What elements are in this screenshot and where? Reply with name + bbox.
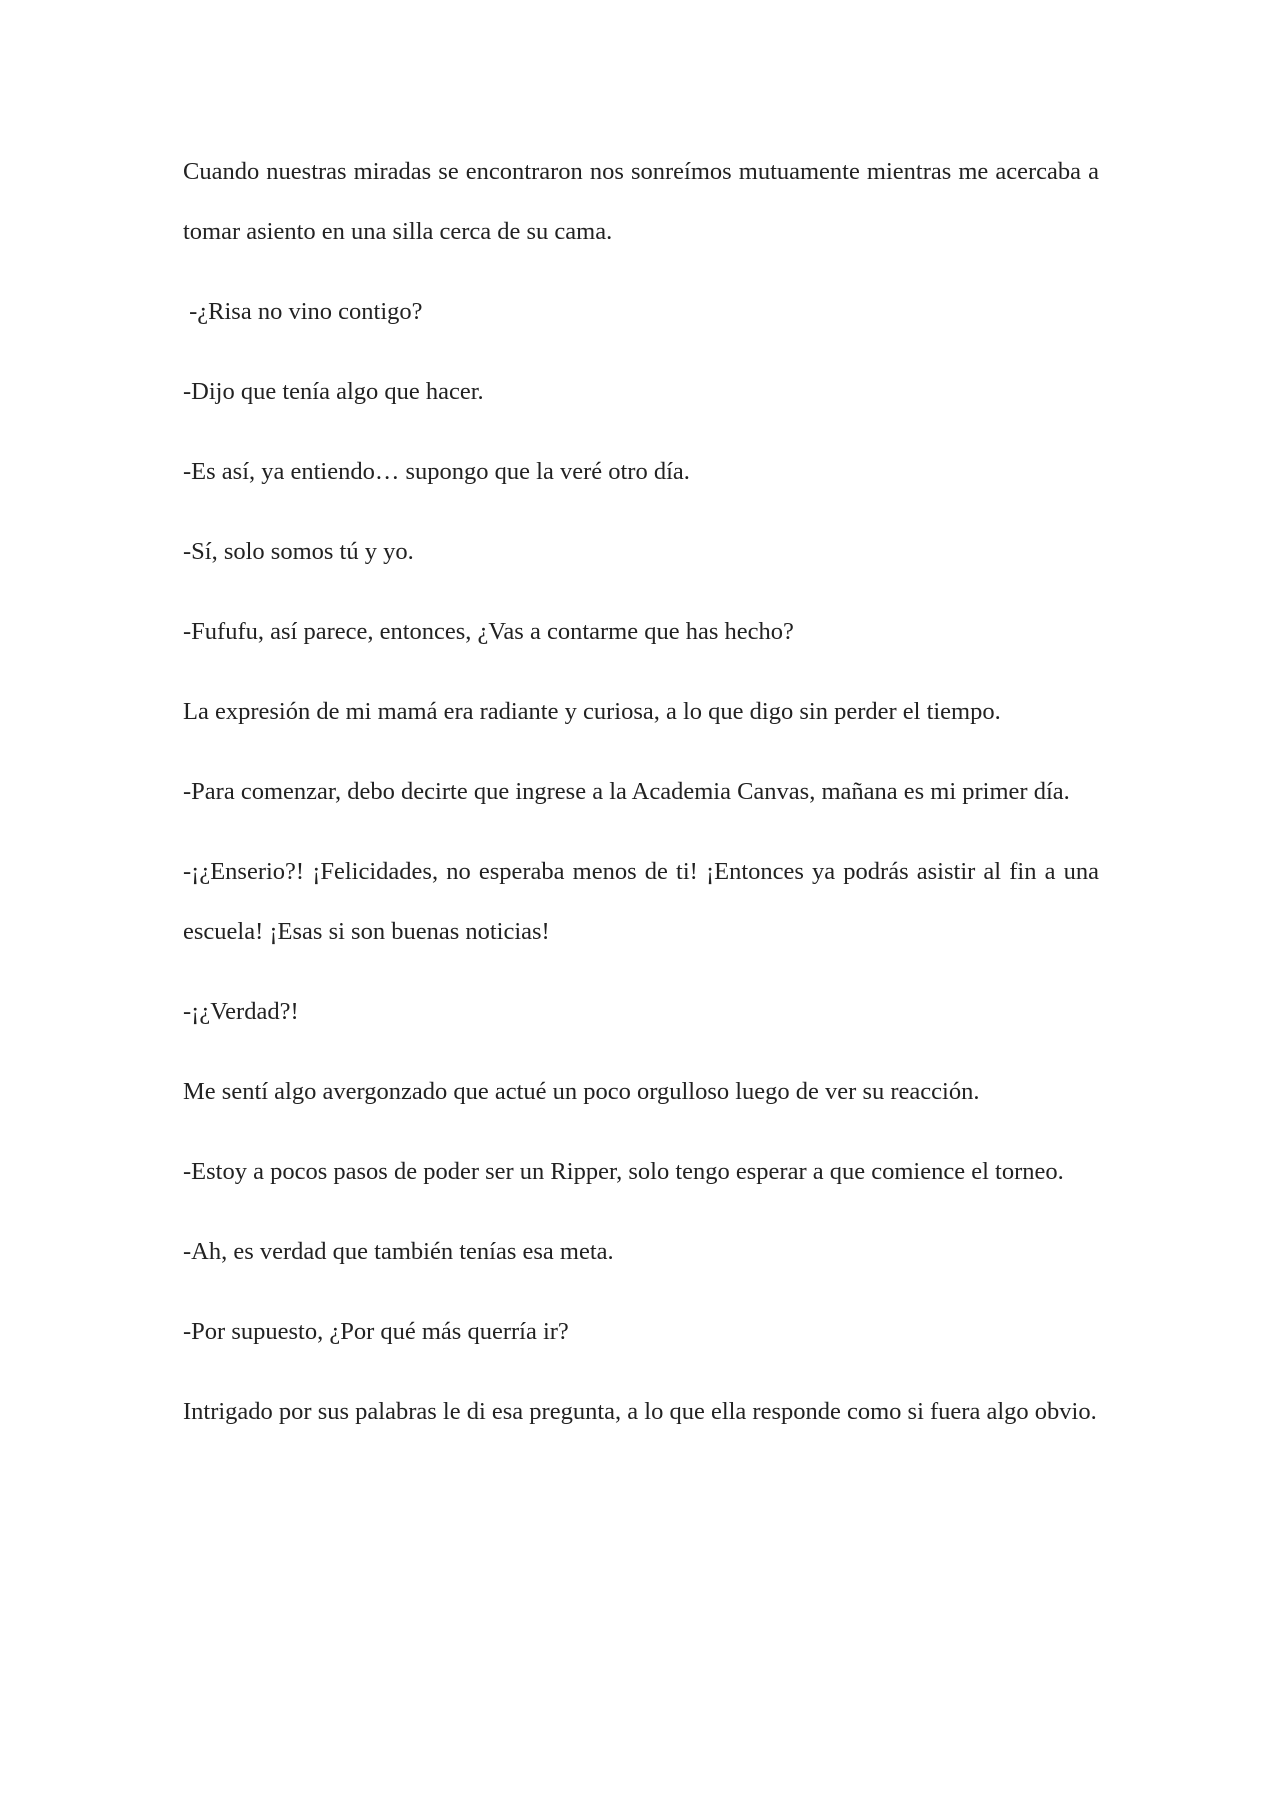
paragraph-2: -¿Risa no vino contigo? bbox=[183, 298, 423, 325]
paragraph-5: -Sí, solo somos tú y yo. bbox=[183, 538, 414, 565]
paragraph-1: Cuando nuestras miradas se encontraron nos sonreímos mutuamente mientras me acercaba a tomar asiento en una silla cerca de su cama. bbox=[183, 158, 1106, 245]
paragraph-15: Intrigado por sus palabras le di esa pregunta, a lo que ella responde como si fuera algo obvio. bbox=[183, 1398, 1097, 1425]
paragraph-4: -Es así, ya entiendo… supongo que la veré otro día. bbox=[183, 458, 690, 485]
document-body bbox=[183, 142, 1106, 1462]
paragraph-8: -Para comenzar, debo decirte que ingrese a la Academia Canvas, mañana es mi primer día. bbox=[183, 778, 1070, 805]
paragraph-7: La expresión de mi mamá era radiante y curiosa, a lo que digo sin perder el tiempo. bbox=[183, 698, 1001, 725]
paragraph-9: -¡¿Enserio?! ¡Felicidades, no esperaba menos de ti! ¡Entonces ya podrás asistir al fin a una escuela! ¡Esas si son buenas noticias! bbox=[183, 858, 1106, 945]
paragraph-13: -Ah, es verdad que también tenías esa meta. bbox=[183, 1238, 614, 1265]
paragraph-14: -Por supuesto, ¿Por qué más querría ir? bbox=[183, 1318, 569, 1345]
paragraph-3: -Dijo que tenía algo que hacer. bbox=[183, 378, 484, 405]
paragraph-10: -¡¿Verdad?! bbox=[183, 998, 299, 1025]
paragraph-12: -Estoy a pocos pasos de poder ser un Ripper, solo tengo esperar a que comience el torneo. bbox=[183, 1158, 1064, 1185]
paragraph-11: Me sentí algo avergonzado que actué un poco orgulloso luego de ver su reacción. bbox=[183, 1078, 980, 1105]
paragraph-6: -Fufufu, así parece, entonces, ¿Vas a contarme que has hecho? bbox=[183, 618, 794, 645]
